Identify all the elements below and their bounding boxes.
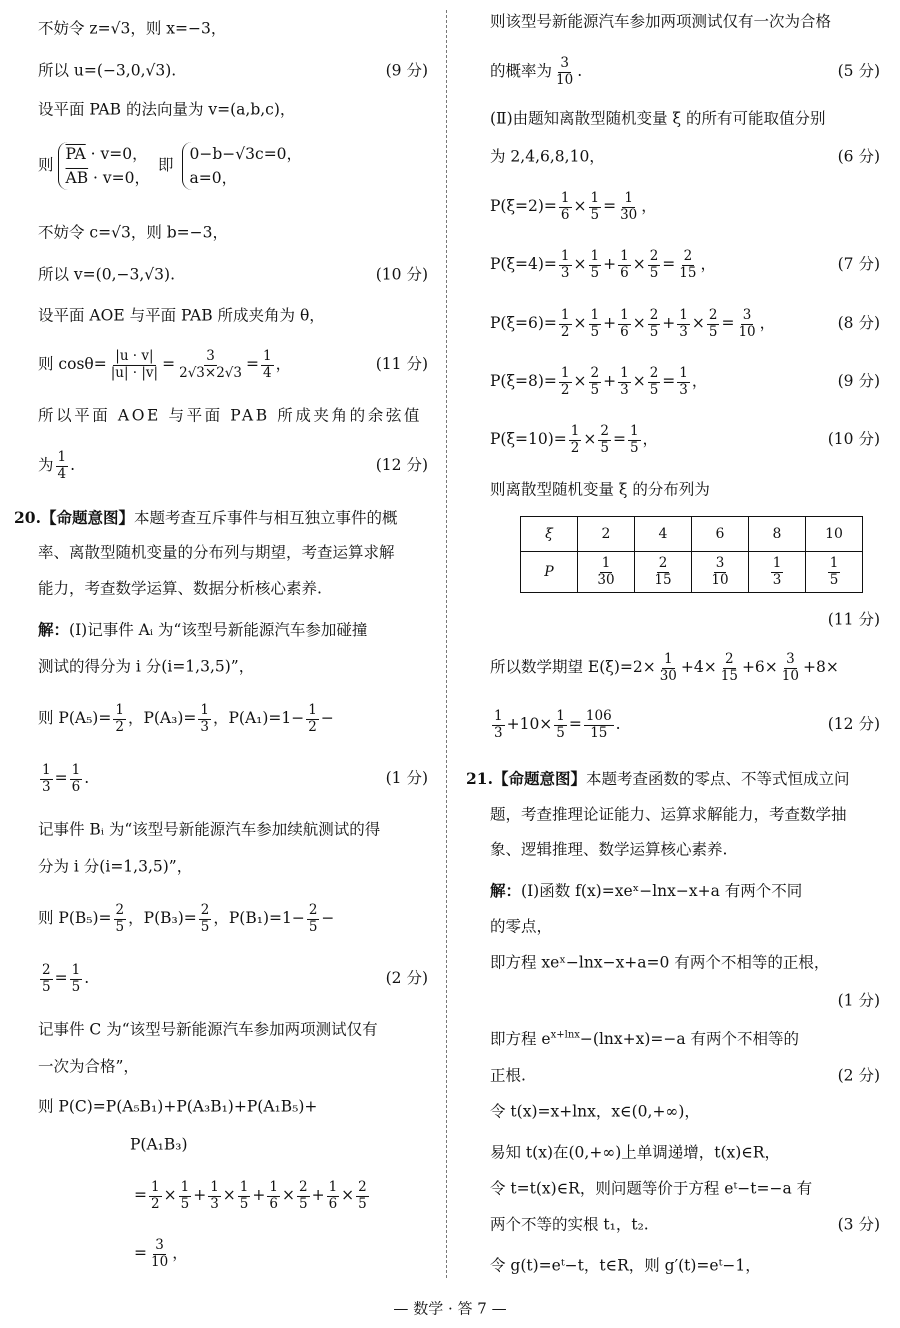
text-line: 解：(Ⅰ)函数 f(x)=xeˣ−lnx−x+a 有两个不同 xyxy=(490,880,803,900)
probability-line: P(ξ=8)= $\frac{1}{2}$ × $\frac{2}{5}$ + $\frac{1}{3}$ × $\frac{2}{5}$ = $\frac{1}{3}$ ， (9 分) xyxy=(490,364,880,398)
table-cell: $\frac{3}{10}$ xyxy=(692,552,749,593)
table-row xyxy=(521,517,863,552)
text-line: 测试的得分为 i 分(i=1,3,5)”， xyxy=(38,657,255,676)
text-line: 则 P(C)=P(A₅B₁)+P(A₃B₁)+P(A₁B₅)+ xyxy=(38,1097,318,1116)
column-divider xyxy=(446,10,447,1278)
system-brace: $\overline{PA} \cdot v=0$， $\overline{AB} \cdot v=0$， xyxy=(58,142,150,190)
equation-line: 则 P(B₅)= $\frac{2}{5}$ ，P(B₃)= $\frac{2}{5}$ ，P(B₁)=1− $\frac{2}{5}$ − xyxy=(38,901,335,935)
score-label: (9 分) xyxy=(385,61,428,80)
text-line: 则该型号新能源汽车参加两项测试仅有一次为合格 xyxy=(490,12,832,31)
text-line: 所以平面 AOE 与平面 PAB 所成夹角的余弦值 xyxy=(38,406,423,425)
score-label: (3 分) xyxy=(837,1215,880,1234)
score-label: (11 分) xyxy=(375,355,428,374)
text-line: 解：(Ⅰ)记事件 Aᵢ 为“该型号新能源汽车参加碰撞 xyxy=(38,619,368,639)
distribution-table xyxy=(520,516,863,593)
probability-line: P(ξ=10)= $\frac{1}{2}$ × $\frac{2}{5}$ = $\frac{1}{5}$ ， (10 分) xyxy=(490,422,880,456)
score-label: (10 分) xyxy=(375,265,428,284)
text-line: 正根. (2 分) xyxy=(490,1066,880,1085)
score-label: (11 分) xyxy=(827,610,880,629)
text-line: 令 g(t)=eᵗ−t，t∈R，则 g′(t)=eᵗ−1， xyxy=(490,1256,761,1275)
table-cell: 4 xyxy=(635,517,692,552)
table-cell: 6 xyxy=(692,517,749,552)
score-label: (6 分) xyxy=(837,147,880,166)
table-cell: $\frac{1}{5}$ xyxy=(806,552,863,593)
equation-line: = $\frac{3}{10}$ ， xyxy=(134,1236,188,1270)
text-line: 两个不等的实根 t₁，t₂. (3 分) xyxy=(490,1215,880,1234)
text-line: 为 $\frac{1}{4}$ . (12 分) xyxy=(38,448,428,482)
probability-line: P(ξ=2)= $\frac{1}{6}$ × $\frac{1}{5}$ = $\frac{1}{30}$ ， xyxy=(490,189,657,223)
question-number: 20. xyxy=(14,507,41,527)
text-line: 记事件 C 为“该型号新能源汽车参加两项测试仅有 xyxy=(38,1020,378,1039)
section-tag: 【命题意图】 xyxy=(492,768,586,788)
equation-line: 则 P(A₅)= $\frac{1}{2}$ ，P(A₃)= $\frac{1}{3}$ ，P(A₁)=1− $\frac{1}{2}$ − xyxy=(38,701,334,735)
probability-line: P(ξ=4)= $\frac{1}{3}$ × $\frac{1}{5}$ + $\frac{1}{6}$ × $\frac{2}{5}$ = $\frac{2}{15}$ ， (7 分) xyxy=(490,247,880,281)
table-cell: 2 xyxy=(578,517,635,552)
score-label: (1 分) xyxy=(385,769,428,788)
text-line: 为 2,4,6,8,10， (6 分) xyxy=(490,147,880,166)
text-line: (Ⅱ)由题知离散型随机变量 ξ 的所有可能取值分别 xyxy=(490,109,826,128)
text-line: 象、逻辑推理、数学运算核心素养. xyxy=(490,840,728,859)
text-line: 设平面 PAB 的法向量为 v=(a,b,c)， xyxy=(38,100,296,119)
probability-line: P(ξ=6)= $\frac{1}{2}$ × $\frac{1}{5}$ + $\frac{1}{6}$ × $\frac{2}{5}$ + $\frac{1}{3}$ × $\frac{2}{5}$ = $\frac{3}{10}$ ， (8 分) xyxy=(490,306,880,340)
text-line: 设平面 AOE 与平面 PAB 所成夹角为 θ， xyxy=(38,306,325,325)
equation-line: 所以数学期望 E(ξ)=2× $\frac{1}{30}$ +4× $\frac{2}{15}$ +6× $\frac{3}{10}$ +8× xyxy=(490,650,839,684)
text-line: 记事件 Bᵢ 为“该型号新能源汽车参加续航测试的得 xyxy=(38,820,381,839)
text-line: 不妨令 z=√3，则 x=−3， xyxy=(38,19,227,38)
text-line: 率、离散型随机变量的分布列与期望，考查运算求解 xyxy=(38,543,395,562)
table-header-cell: P xyxy=(521,552,578,593)
equation-line: = $\frac{1}{2}$ × $\frac{1}{5}$ + $\frac{1}{3}$ × $\frac{1}{5}$ + $\frac{1}{6}$ × $\frac{2}{5}$ + $\frac{1}{6}$ × $\frac{2}{5}$ xyxy=(134,1178,367,1212)
text-line: 则离散型随机变量 ξ 的分布列为 xyxy=(490,480,710,499)
question-21-header: 21.【命题意图】本题考查函数的零点、不等式恒成立问 xyxy=(466,768,850,788)
equation-line: 则 cosθ= $\frac{|u \cdot v|}{|u| \cdot |v|}$ = $\frac{3}{2√3\times 2√3}$ = $\frac{1}{4}$ ， (11 分) xyxy=(38,347,428,381)
score-label: (1 分) xyxy=(837,991,880,1010)
text-line: 的零点， xyxy=(490,917,553,936)
table-header-cell: ξ xyxy=(521,517,578,552)
table-cell: $\frac{1}{30}$ xyxy=(578,552,635,593)
text-line: 令 t(x)=x+lnx，x∈(0,+∞)， xyxy=(490,1102,700,1121)
solution-label: 解： xyxy=(38,619,70,639)
text-line: 的概率为 $\frac{3}{10}$ . (5 分) xyxy=(490,54,880,88)
score-label: (2 分) xyxy=(385,969,428,988)
text-line: 所以 u=(−3,0,√3). (9 分) xyxy=(38,61,428,80)
text-line: 能力，考查数学运算、数据分析核心素养. xyxy=(38,579,322,598)
score-label: (12 分) xyxy=(827,715,880,734)
text-line: 题，考查推理论证能力、运算求解能力，考查数学抽 xyxy=(490,805,847,824)
text-line: 不妨令 c=√3，则 b=−3， xyxy=(38,223,229,242)
table-row xyxy=(521,552,863,593)
score-label: (10 分) xyxy=(827,430,880,449)
text-line: 即方程 $e^{x+lnx}-(\ln x+x)=-a$ 有两个不相等的 xyxy=(490,1029,800,1048)
equation-system: 则 $\overline{PA} \cdot v=0$， $\overline{AB} \cdot v=0$， 即 0−b−√3c=0， a=0， xyxy=(38,142,428,190)
question-number: 21. xyxy=(466,768,493,788)
text-line: 分为 i 分(i=1,3,5)”， xyxy=(38,857,193,876)
table-cell: 10 xyxy=(806,517,863,552)
question-20-header: 20.【命题意图】本题考查互斥事件与相互独立事件的概 xyxy=(14,507,398,527)
text-line: 所以 v=(0,−3,√3). (10 分) xyxy=(38,265,428,284)
score-label: (12 分) xyxy=(375,456,428,475)
equation-line: $\frac{1}{3}$ +10× $\frac{1}{5}$ = $\frac{106}{15}$ . (12 分) xyxy=(494,707,880,741)
score-label: (2 分) xyxy=(837,1066,880,1085)
equation-line: $\frac{2}{5}$ = $\frac{1}{5}$ . (2 分) xyxy=(42,961,428,995)
system-brace: 0−b−√3c=0， a=0， xyxy=(182,142,303,190)
table-cell: 8 xyxy=(749,517,806,552)
score-label: (8 分) xyxy=(837,314,880,333)
score-label: (9 分) xyxy=(837,372,880,391)
solution-label: 解： xyxy=(490,880,522,900)
score-label: (7 分) xyxy=(837,255,880,274)
section-tag: 【命题意图】 xyxy=(40,507,134,527)
equation-line: $\frac{1}{3}$ = $\frac{1}{6}$ . (1 分) xyxy=(42,761,428,795)
page-footer: — 数学 · 答 7 — xyxy=(393,1299,507,1318)
text-line: 令 t=t(x)∈R，则问题等价于方程 eᵗ−t=−a 有 xyxy=(490,1179,813,1198)
text-line: P(A₁B₃) xyxy=(130,1135,188,1154)
score-label: (5 分) xyxy=(837,62,880,81)
table-cell: $\frac{2}{15}$ xyxy=(635,552,692,593)
table-cell: $\frac{1}{3}$ xyxy=(749,552,806,593)
text-line: 易知 t(x)在(0,+∞)上单调递增，t(x)∈R， xyxy=(490,1143,780,1162)
text-line: 即方程 xeˣ−lnx−x+a=0 有两个不相等的正根， xyxy=(490,953,830,972)
text-line: 一次为合格”， xyxy=(38,1057,139,1076)
